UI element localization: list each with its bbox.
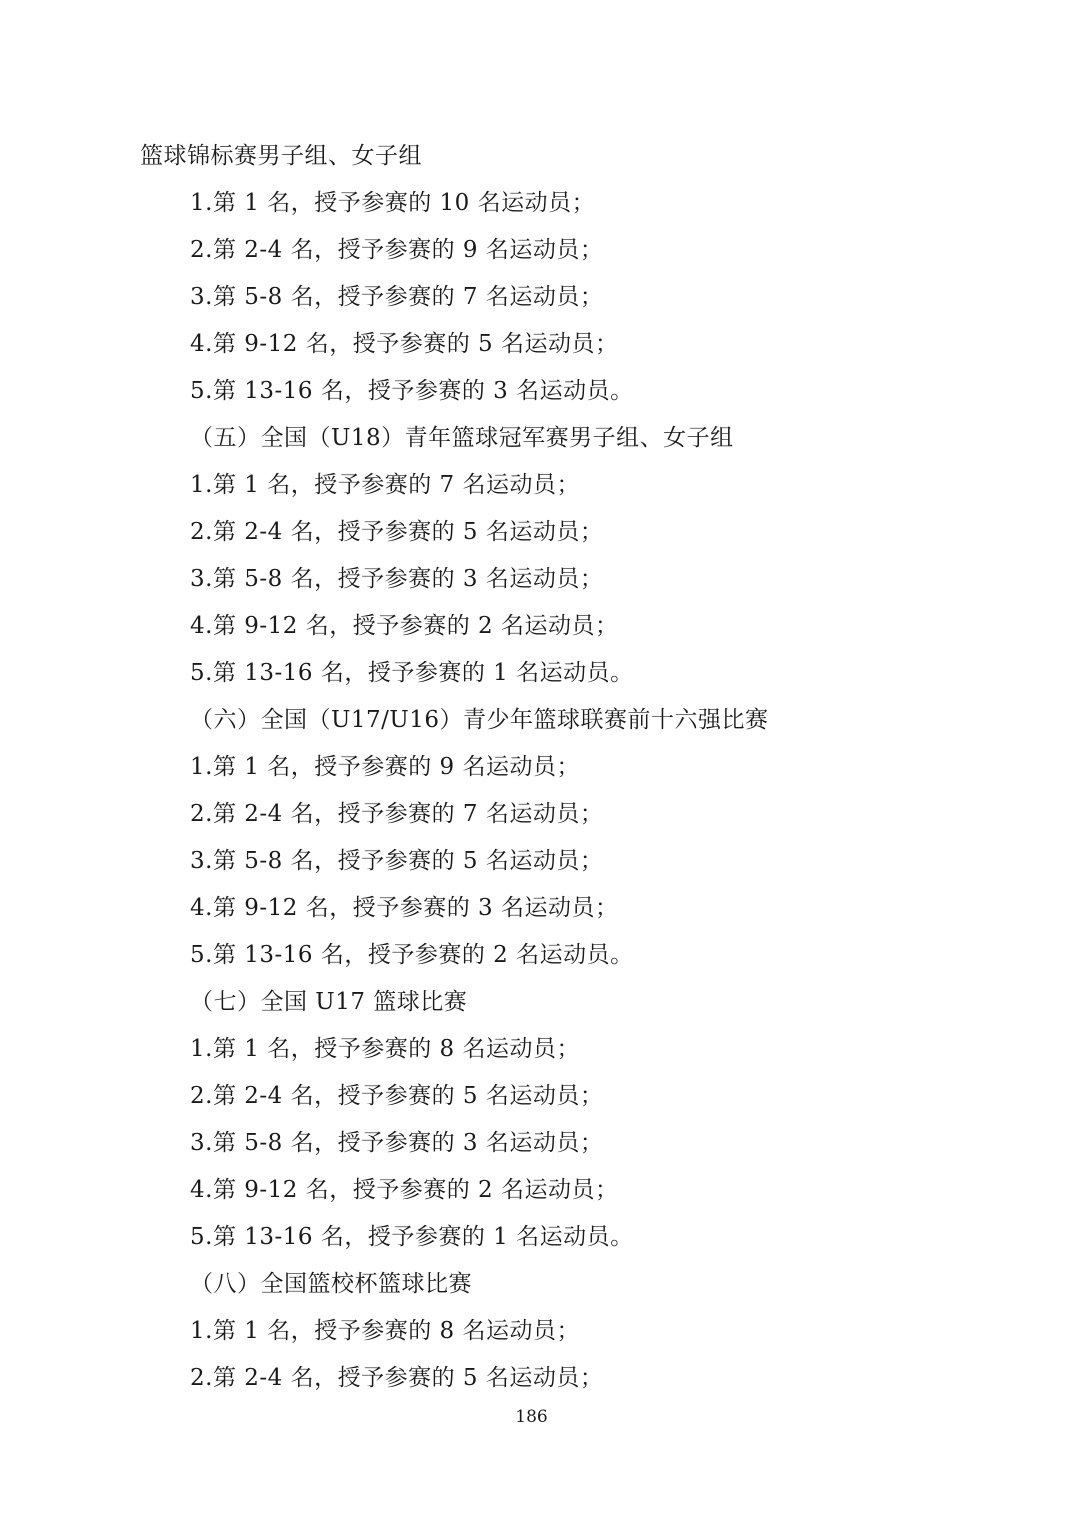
- list-item: 5.第 13-16 名，授予参赛的 2 名运动员。: [190, 942, 634, 968]
- list-item: 3.第 5-8 名，授予参赛的 5 名运动员；: [190, 848, 604, 874]
- list-item: 1.第 1 名，授予参赛的 8 名运动员；: [190, 1036, 580, 1062]
- list-item: 4.第 9-12 名，授予参赛的 5 名运动员；: [190, 331, 619, 357]
- list-item: 2.第 2-4 名，授予参赛的 7 名运动员；: [190, 801, 604, 827]
- list-item: 1.第 1 名，授予参赛的 7 名运动员；: [190, 472, 580, 498]
- list-item: 5.第 13-16 名，授予参赛的 1 名运动员。: [190, 660, 634, 686]
- list-item: 2.第 2-4 名，授予参赛的 5 名运动员；: [190, 1083, 604, 1109]
- list-item: 5.第 13-16 名，授予参赛的 3 名运动员。: [190, 378, 634, 404]
- list-item: 5.第 13-16 名，授予参赛的 1 名运动员。: [190, 1224, 634, 1250]
- section-continuation: 篮球锦标赛男子组、女子组: [140, 143, 422, 169]
- list-item: 1.第 1 名，授予参赛的 9 名运动员；: [190, 754, 580, 780]
- list-item: 1.第 1 名，授予参赛的 10 名运动员；: [190, 190, 596, 216]
- list-item: 3.第 5-8 名，授予参赛的 3 名运动员；: [190, 1130, 604, 1156]
- section-heading-5: （五）全国（U18）青年篮球冠军赛男子组、女子组: [190, 425, 734, 451]
- list-item: 3.第 5-8 名，授予参赛的 7 名运动员；: [190, 284, 604, 310]
- list-item: 2.第 2-4 名，授予参赛的 5 名运动员；: [190, 1365, 604, 1391]
- list-item: 3.第 5-8 名，授予参赛的 3 名运动员；: [190, 566, 604, 592]
- list-item: 2.第 2-4 名，授予参赛的 9 名运动员；: [190, 237, 604, 263]
- page-number: 186: [515, 1407, 548, 1427]
- list-item: 4.第 9-12 名，授予参赛的 2 名运动员；: [190, 1177, 619, 1203]
- section-heading-8: （八）全国篮校杯篮球比赛: [190, 1271, 472, 1297]
- list-item: 1.第 1 名，授予参赛的 8 名运动员；: [190, 1318, 580, 1344]
- list-item: 4.第 9-12 名，授予参赛的 2 名运动员；: [190, 613, 619, 639]
- list-item: 2.第 2-4 名，授予参赛的 5 名运动员；: [190, 519, 604, 545]
- list-item: 4.第 9-12 名，授予参赛的 3 名运动员；: [190, 895, 619, 921]
- section-heading-6: （六）全国（U17/U16）青少年篮球联赛前十六强比赛: [190, 707, 769, 733]
- section-heading-7: （七）全国 U17 篮球比赛: [190, 989, 468, 1015]
